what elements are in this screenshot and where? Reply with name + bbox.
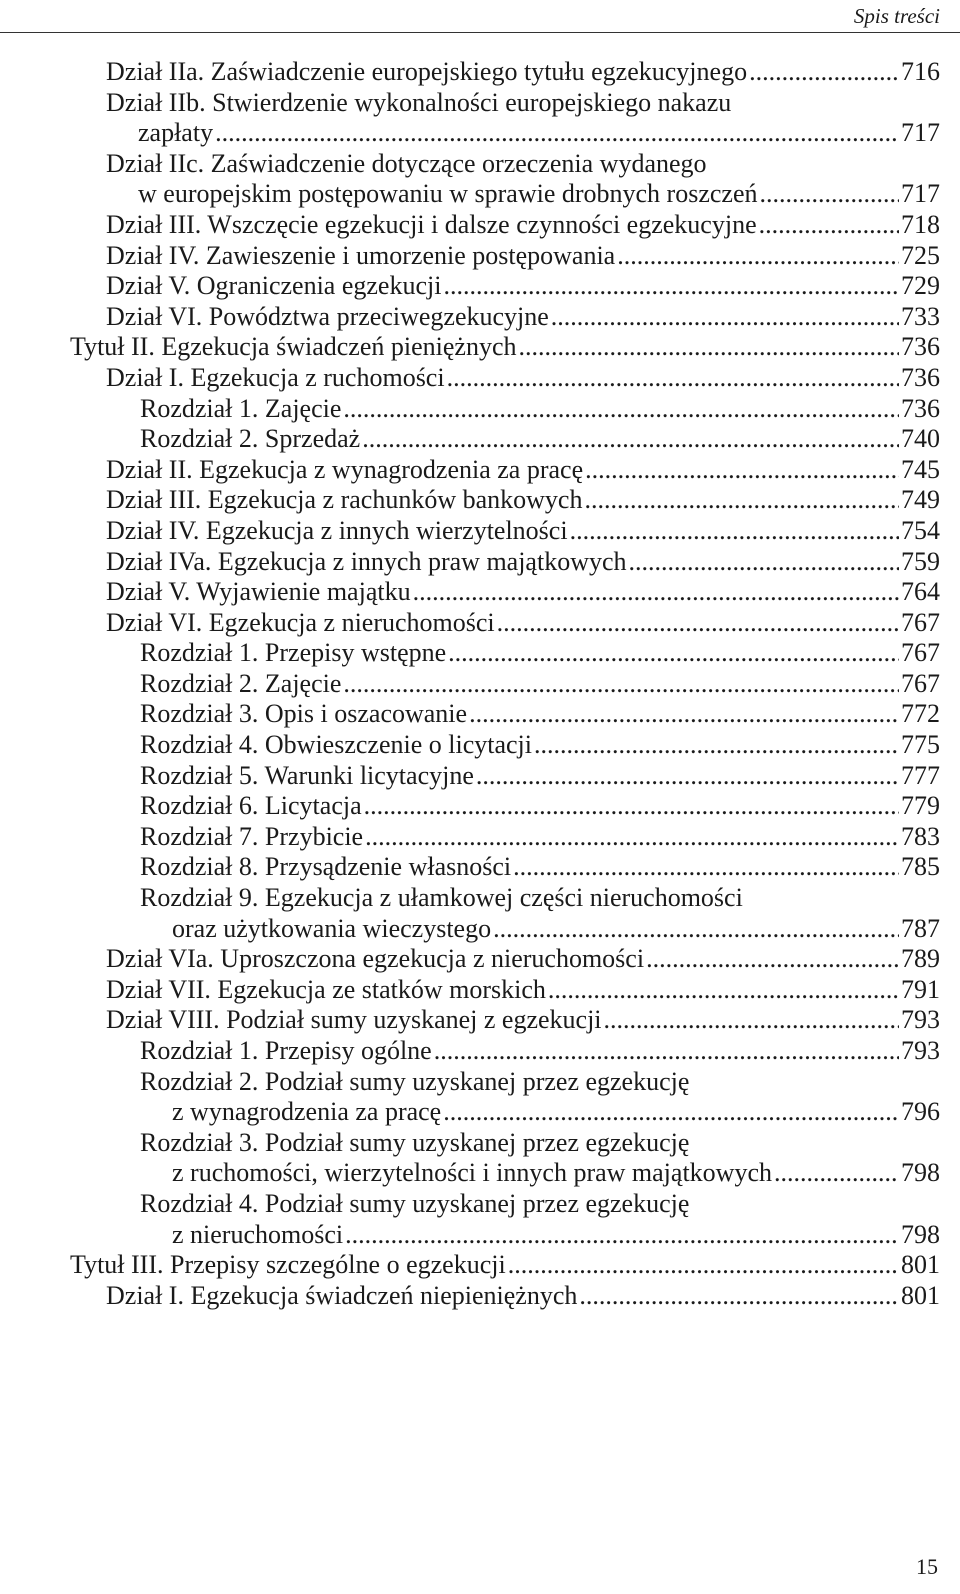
toc-entry-title: Tytuł III. Przepisy szczególne o egzekucji bbox=[70, 1250, 506, 1280]
toc-entry-title: Dział VI. Powództwa przeciwegzekucyjne bbox=[106, 301, 549, 331]
toc-entry-title: Rozdział 1. Przepisy ogólne bbox=[140, 1036, 432, 1065]
dot-leader bbox=[493, 914, 899, 945]
toc-entry-page: 717 bbox=[901, 179, 940, 209]
toc-entry bbox=[0, 394, 960, 425]
toc-entry-title: Rozdział 7. Przybicie bbox=[140, 821, 364, 851]
dot-leader bbox=[534, 730, 899, 761]
toc-entry-title-line1: Dział IIc. Zaświadczenie dotyczące orzeczenia wydanego bbox=[106, 148, 707, 178]
toc-entry-page: 787 bbox=[901, 913, 940, 943]
toc-entry-title: Rozdział 3. Opis i oszacowanie bbox=[140, 699, 468, 729]
toc-entry-title-line1: Dział IIb. Stwierdzenie wykonalności europejskiego nakazu bbox=[106, 87, 732, 117]
toc-entry-page: 717 bbox=[901, 118, 940, 148]
toc-entry bbox=[0, 944, 960, 975]
dot-leader bbox=[646, 944, 899, 975]
dot-leader bbox=[551, 302, 899, 333]
toc-entry-page: 793 bbox=[901, 1005, 940, 1035]
dot-leader bbox=[497, 608, 899, 639]
toc-entry-page: 767 bbox=[901, 607, 940, 637]
toc-entry bbox=[0, 302, 960, 333]
toc-entry-title: Dział IV. Zawieszenie i umorzenie postępowania bbox=[106, 240, 616, 270]
dot-leader bbox=[443, 271, 899, 302]
toc-entry-title: Dział VII. Egzekucja ze statków morskich bbox=[106, 974, 546, 1004]
dot-leader bbox=[434, 1036, 899, 1067]
toc-entry-title: Dział IIa. Zaświadczenie europejskiego tytułu egzekucyjnego bbox=[106, 57, 748, 86]
toc-entry-page: 754 bbox=[901, 515, 940, 545]
toc-entry-title: Rozdział 2. Zajęcie bbox=[140, 668, 342, 698]
toc-entry-page: 736 bbox=[901, 393, 940, 423]
dot-leader bbox=[215, 118, 899, 149]
page-number: 15 bbox=[916, 1554, 938, 1579]
dot-leader bbox=[629, 547, 899, 578]
toc-entry-title: Rozdział 2. Sprzedaż bbox=[140, 424, 361, 454]
toc-entry bbox=[0, 883, 960, 944]
toc-entry-page: 767 bbox=[901, 638, 940, 668]
toc-entry-page: 733 bbox=[901, 301, 940, 331]
toc-entry-title: Tytuł II. Egzekucja świadczeń pieniężnych bbox=[70, 332, 517, 362]
toc-entry bbox=[0, 1189, 960, 1250]
toc-entry bbox=[0, 1005, 960, 1036]
toc-entry-title: zapłaty bbox=[138, 118, 214, 148]
toc-entry-page: 801 bbox=[901, 1280, 940, 1310]
toc-entry bbox=[0, 608, 960, 639]
toc-entry bbox=[0, 424, 960, 455]
toc-entry bbox=[0, 1128, 960, 1189]
toc-entry-title: Dział III. Wszczęcie egzekucji i dalsze czynności egzekucyjne bbox=[106, 209, 757, 239]
toc-entry-title: Rozdział 5. Warunki licytacyjne bbox=[140, 760, 474, 790]
toc-entry-page: 740 bbox=[901, 424, 940, 454]
toc-entry bbox=[0, 761, 960, 792]
toc-entry-page: 783 bbox=[901, 821, 940, 851]
toc-entry-page: 736 bbox=[901, 332, 940, 362]
dot-leader bbox=[749, 57, 899, 88]
toc-entry bbox=[0, 363, 960, 394]
toc-entry-page: 745 bbox=[901, 454, 940, 484]
toc-entry-title: Dział III. Egzekucja z rachunków bankowych bbox=[106, 485, 583, 515]
toc-entry bbox=[0, 88, 960, 149]
dot-leader bbox=[362, 424, 899, 455]
toc-entry-title: Rozdział 6. Licytacja bbox=[140, 791, 362, 821]
toc-entry bbox=[0, 57, 960, 88]
toc-entry bbox=[0, 1036, 960, 1067]
dot-leader bbox=[579, 1281, 899, 1312]
toc-entry-page: 759 bbox=[901, 546, 940, 576]
toc-entry-title: oraz użytkowania wieczystego bbox=[172, 913, 492, 943]
toc-entry-title-line1: Rozdział 4. Podział sumy uzyskanej przez egzekucję bbox=[140, 1188, 690, 1218]
dot-leader bbox=[774, 1158, 899, 1189]
toc-entry-page: 789 bbox=[901, 944, 940, 974]
dot-leader bbox=[413, 577, 899, 608]
toc-entry-title: z wynagrodzenia za pracę bbox=[172, 1097, 442, 1127]
toc-entry bbox=[0, 975, 960, 1006]
toc-entry-title: Dział IV. Egzekucja z innych wierzytelności bbox=[106, 515, 568, 545]
toc-entry-title: Dział VIa. Uproszczona egzekucja z nieruchomości bbox=[106, 944, 645, 974]
toc-entry bbox=[0, 1067, 960, 1128]
toc-entry-title: z ruchomości, wierzytelności i innych praw majątkowych bbox=[172, 1158, 772, 1188]
toc-entry-page: 736 bbox=[901, 362, 940, 392]
dot-leader bbox=[345, 1220, 899, 1251]
toc-entry-title-line1: Rozdział 3. Podział sumy uzyskanej przez egzekucję bbox=[140, 1127, 690, 1157]
toc-entry-title: Rozdział 4. Obwieszczenie o licytacji bbox=[140, 730, 533, 760]
toc-entry-page: 767 bbox=[901, 668, 940, 698]
dot-leader bbox=[443, 1097, 899, 1128]
toc-entry bbox=[0, 547, 960, 578]
dot-leader bbox=[759, 210, 899, 241]
toc-entry-page: 764 bbox=[901, 577, 940, 607]
toc-entry bbox=[0, 730, 960, 761]
toc-entry-page: 772 bbox=[901, 699, 940, 729]
toc-entry bbox=[0, 271, 960, 302]
toc-entry-page: 796 bbox=[901, 1097, 940, 1127]
toc-entry-page: 798 bbox=[901, 1219, 940, 1249]
toc-entry-title: Dział IVa. Egzekucja z innych praw majątkowych bbox=[106, 546, 627, 576]
toc-entry bbox=[0, 332, 960, 363]
dot-leader bbox=[570, 516, 899, 547]
toc-entry-page: 725 bbox=[901, 240, 940, 270]
running-header-title: Spis treści bbox=[853, 4, 940, 28]
dot-leader bbox=[343, 394, 899, 425]
dot-leader bbox=[513, 852, 899, 883]
toc-entry-title: Dział II. Egzekucja z wynagrodzenia za pracę bbox=[106, 454, 584, 484]
toc-entry bbox=[0, 577, 960, 608]
toc-entry-page: 749 bbox=[901, 485, 940, 515]
toc-entry-title: Rozdział 1. Zajęcie bbox=[140, 393, 342, 423]
toc-entry-page: 801 bbox=[901, 1250, 940, 1280]
dot-leader bbox=[508, 1250, 899, 1281]
toc-entry bbox=[0, 669, 960, 700]
table-of-contents bbox=[0, 57, 960, 1311]
toc-entry-page: 785 bbox=[901, 852, 940, 882]
toc-entry bbox=[0, 1250, 960, 1281]
toc-entry-title: Dział VI. Egzekucja z nieruchomości bbox=[106, 607, 495, 637]
toc-entry bbox=[0, 791, 960, 822]
dot-leader bbox=[604, 1005, 899, 1036]
toc-entry-page: 791 bbox=[901, 974, 940, 1004]
toc-entry bbox=[0, 455, 960, 486]
dot-leader bbox=[584, 485, 899, 516]
dot-leader bbox=[617, 241, 899, 272]
dot-leader bbox=[518, 332, 899, 363]
toc-entry-title: Dział VIII. Podział sumy uzyskanej z egzekucji bbox=[106, 1005, 602, 1035]
toc-entry-page: 777 bbox=[901, 760, 940, 790]
toc-entry-page: 729 bbox=[901, 271, 940, 301]
dot-leader bbox=[585, 455, 899, 486]
toc-entry-page: 793 bbox=[901, 1036, 940, 1065]
toc-entry-title: Rozdział 8. Przysądzenie własności bbox=[140, 852, 512, 882]
toc-entry-page: 718 bbox=[901, 209, 940, 239]
toc-entry bbox=[0, 210, 960, 241]
toc-entry-page: 716 bbox=[901, 57, 940, 86]
dot-leader bbox=[365, 822, 899, 853]
dot-leader bbox=[448, 638, 899, 669]
toc-entry-title: Rozdział 1. Przepisy wstępne bbox=[140, 638, 447, 668]
dot-leader bbox=[469, 699, 899, 730]
toc-entry-title: Dział I. Egzekucja z ruchomości bbox=[106, 362, 445, 392]
toc-entry-page: 798 bbox=[901, 1158, 940, 1188]
toc-entry bbox=[0, 241, 960, 272]
toc-entry-title: z nieruchomości bbox=[172, 1219, 344, 1249]
toc-entry bbox=[0, 699, 960, 730]
toc-entry bbox=[0, 852, 960, 883]
dot-leader bbox=[447, 363, 899, 394]
toc-entry bbox=[0, 516, 960, 547]
toc-entry-title: Dział V. Wyjawienie majątku bbox=[106, 577, 411, 607]
dot-leader bbox=[343, 669, 899, 700]
toc-entry-title: w europejskim postępowaniu w sprawie drobnych roszczeń bbox=[138, 179, 758, 209]
toc-entry bbox=[0, 822, 960, 853]
toc-entry-title-line1: Rozdział 9. Egzekucja z ułamkowej części nieruchomości bbox=[140, 883, 743, 913]
toc-entry bbox=[0, 485, 960, 516]
dot-leader bbox=[364, 791, 899, 822]
dot-leader bbox=[760, 179, 900, 210]
toc-entry-title: Dział V. Ograniczenia egzekucji bbox=[106, 271, 442, 301]
toc-entry bbox=[0, 149, 960, 210]
toc-entry bbox=[0, 638, 960, 669]
dot-leader bbox=[548, 975, 899, 1006]
dot-leader bbox=[476, 761, 899, 792]
toc-entry-page: 779 bbox=[901, 791, 940, 821]
toc-entry-page: 775 bbox=[901, 730, 940, 760]
toc-entry-title: Dział I. Egzekucja świadczeń niepieniężnych bbox=[106, 1280, 578, 1310]
toc-entry-title-line1: Rozdział 2. Podział sumy uzyskanej przez egzekucję bbox=[140, 1066, 690, 1096]
header-rule bbox=[0, 32, 960, 33]
toc-entry bbox=[0, 1281, 960, 1312]
